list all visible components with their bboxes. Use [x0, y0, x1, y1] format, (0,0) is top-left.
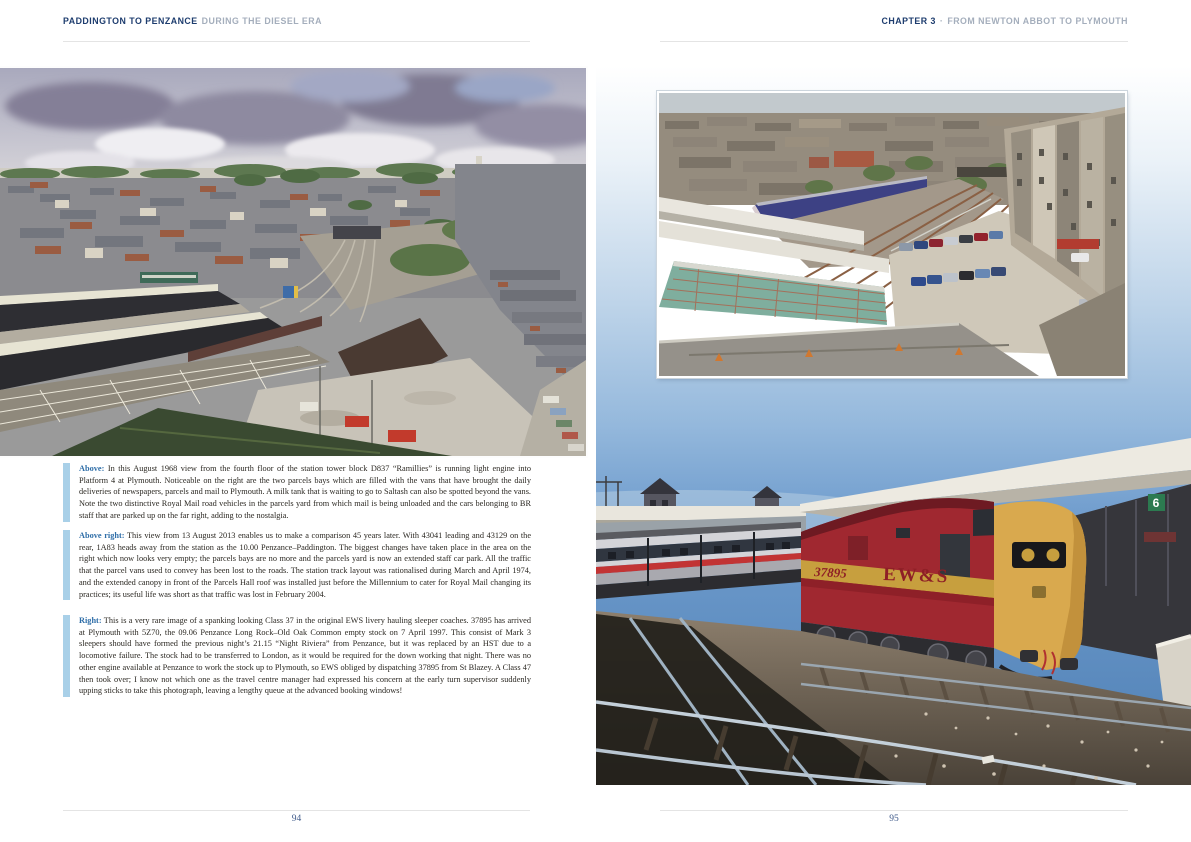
ews-lettering-text: EW&S: [882, 564, 950, 588]
book-title: PADDINGTON TO PENZANCE: [63, 16, 198, 26]
platform-sign-text: 6: [1152, 496, 1160, 510]
left-footer-rule: [63, 810, 530, 811]
right-header-rule: [660, 41, 1128, 42]
left-page-number: 94: [291, 814, 302, 824]
caption-above: [63, 463, 531, 522]
left-running-head: [63, 16, 322, 26]
green-unit-windows: [142, 275, 196, 278]
white-van: [300, 402, 318, 411]
caption-above-right: [63, 530, 531, 600]
royal-mail-truck-1: [345, 416, 369, 427]
marker-disc-left: [1022, 549, 1035, 562]
white-van-2013: [1071, 253, 1089, 262]
chapter-label: CHAPTER 3: [881, 16, 936, 26]
book-subtitle: DURING THE DIESEL ERA: [201, 16, 322, 26]
marker-disc-right: [1047, 549, 1060, 562]
right-page-number: 95: [889, 814, 899, 824]
chapter-title: FROM NEWTON ABBOT TO PLYMOUTH: [947, 16, 1128, 26]
lineside-greenery: [390, 244, 470, 276]
caption-above-right-lead: Above right:: [79, 531, 125, 540]
loco-number-text: 37895: [813, 564, 848, 581]
loco-yellow-end: [294, 286, 298, 298]
shop-awning: [1057, 239, 1099, 249]
red-roof-house: [834, 151, 874, 167]
left-header-rule: [63, 41, 530, 42]
buffer-right: [1060, 658, 1078, 670]
bodyside-window: [896, 528, 910, 538]
caption-above-right-text: This view from 13 August 2013 enables us to make a comparison 45 years later. With 43041 leading and 43129 on the rear, 1A83 heads away from the station as the 10.00 Penzance–Paddington. The biggest changes have taken place in the area on the right which now looks very empty; the parcels bays are no more and the parcels yard is now an extended staff car park. All the traffic that the parcel vans used to convey has been lost to the roads. The station track layout was rationalised during March and April 1974, and the extended canopy in front of the Parcels Hall roof was installed just before the Millennium to cater for Royal Mail changing its practices; its useful life was short as that traffic was lost in February 2004.: [79, 531, 531, 599]
photo-plymouth-2013: [657, 91, 1127, 378]
right-running-head: [594, 16, 1128, 26]
caption-right: [63, 615, 531, 697]
right-footer-rule: [660, 810, 1128, 811]
buffer-left: [1020, 650, 1038, 662]
header-separator: ·: [939, 16, 944, 26]
caption-above-text: In this August 1968 view from the fourth floor of the station tower block D837 “Ramillies” is running light engine into Platform 4 at Plymouth. Noticeable on the right are the two parcels bays which are filled with the vans that have brought the daily deliveries of newspapers, parcels and mail to Plymouth. A milk tank that is waiting to go to Saltash can also be spotted beyond the vans. Note the two distinctive Royal Mail road vehicles in the parcels yard from which mail is being unloaded and the cars belonging to BR staff that are parked up on the far right, adding to the nostalgia.: [79, 464, 531, 520]
yard-stain-2: [404, 391, 456, 405]
road-bridge: [333, 226, 381, 239]
caption-above-lead: Above:: [79, 464, 105, 473]
caption-right-text: This is a very rare image of a spanking looking Class 37 in the original EWS livery hauling sleeper coaches. 37895 has arrived at Plymouth with 5Z70, the 09.06 Penzance Long Rock–Old Oak Common empty stock on 7 April 1997. This consist of Mark 3 sleepers should have formed the previous night’s 21.15 “Night Riviera” from Penzance, but it was replaced by an HST due to a locomotive failure. The stock had to be transferred to London, as it would be required for the down working that night. There was no other engine available at Penzance to work the stock up to Plymouth, so EWS obliged by dispatching 37895 from St Blazey. A Class 47 then took over; I know not which one as the travel centre manager had expressed his concern at the early turn supervisor suddenly upping sticks to take this photograph, leaving a lengthy queue at the advanced booking windows!: [79, 616, 531, 696]
photo-plymouth-1968: [0, 66, 588, 458]
royal-mail-truck-2: [388, 430, 416, 442]
bodyside-door: [848, 536, 868, 560]
photo-plymouth-1968-scene: [0, 68, 586, 456]
caption-right-lead: Right:: [79, 616, 102, 625]
nose-hatch: [1032, 586, 1046, 598]
photo-plymouth-2013-scene: [659, 93, 1125, 376]
teal-canopy: [659, 261, 887, 325]
distant-stock: [1144, 532, 1176, 542]
